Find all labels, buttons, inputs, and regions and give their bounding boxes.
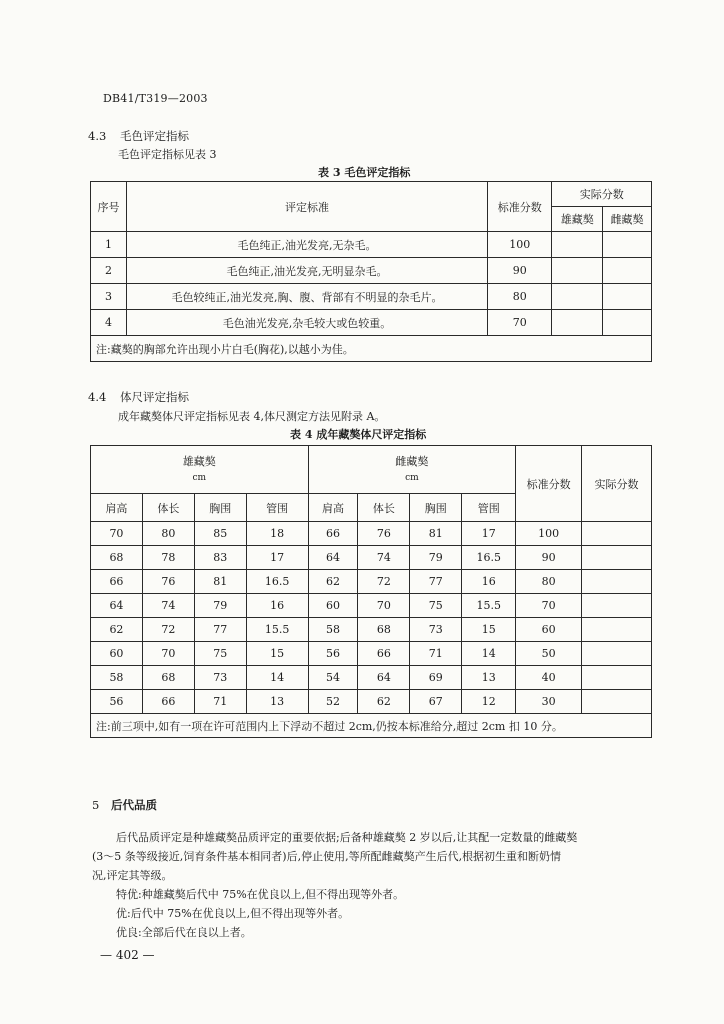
table-cell: 74 (142, 594, 194, 618)
header-shoulder-height: 肩高 (91, 494, 143, 522)
table-row (91, 618, 652, 642)
header-chest-girth: 胸围 (194, 494, 246, 522)
table-row (91, 690, 652, 714)
table-cell: 100 (516, 522, 582, 546)
table-cell: 70 (516, 594, 582, 618)
table-cell: 75 (194, 642, 246, 666)
grade-line: 优:后代中 75%在优良以上,但不得出现等外者。 (116, 907, 350, 920)
table-cell: 64 (91, 594, 143, 618)
table-cell: 68 (91, 546, 143, 570)
cell-seq: 3 (91, 284, 127, 310)
table-cell: 76 (142, 570, 194, 594)
table-cell: 14 (246, 666, 308, 690)
table-cell: 74 (358, 546, 410, 570)
section-4-4-intro: 成年藏獒体尺评定指标见表 4,体尺测定方法见附录 A。 (118, 410, 386, 423)
table-3-caption: 表 3 毛色评定指标 (318, 166, 411, 179)
grade-line: 优良:全部后代在良以上者。 (116, 926, 252, 939)
table-cell: 68 (142, 666, 194, 690)
cell-score: 70 (488, 310, 552, 336)
header-criterion: 评定标准 (126, 182, 487, 232)
table-row (91, 642, 652, 666)
table-cell: 40 (516, 666, 582, 690)
section-4-3-heading (88, 128, 189, 144)
cell-criterion: 毛色较纯正,油光发亮,胸、腹、背部有不明显的杂毛片。 (126, 284, 487, 310)
table-row (91, 570, 652, 594)
table-4-note: 注:前三项中,如有一项在许可范围内上下浮动不超过 2cm,仍按本标准给分,超过 2cm 扣 10 分。 (91, 714, 652, 738)
header-seq: 序号 (91, 182, 127, 232)
table-cell: 76 (358, 522, 410, 546)
table-cell: 60 (91, 642, 143, 666)
actual-score-cell (582, 690, 652, 714)
actual-score-cell (582, 594, 652, 618)
table-cell: 73 (410, 618, 462, 642)
header-shoulder-height: 肩高 (308, 494, 358, 522)
table-row (91, 546, 652, 570)
table-cell: 66 (91, 570, 143, 594)
section-4-4-heading (88, 389, 189, 405)
table-cell: 70 (358, 594, 410, 618)
table-cell: 70 (91, 522, 143, 546)
table-cell: 64 (308, 546, 358, 570)
actual-score-cell (582, 546, 652, 570)
section-5-heading (92, 797, 157, 813)
cell-seq: 4 (91, 310, 127, 336)
table-cell: 67 (410, 690, 462, 714)
header-standard-score: 标准分数 (488, 182, 552, 232)
cell-criterion: 毛色油光发亮,杂毛较大或色较重。 (126, 310, 487, 336)
table-cell: 72 (142, 618, 194, 642)
section-title: 体尺评定指标 (119, 390, 189, 404)
cell-score: 90 (488, 258, 552, 284)
cell-seq: 2 (91, 258, 127, 284)
table-cell: 30 (516, 690, 582, 714)
table-cell: 79 (410, 546, 462, 570)
header-male-group (91, 446, 309, 494)
section-number: 5 (92, 798, 100, 812)
table-row (91, 522, 652, 546)
table-cell: 54 (308, 666, 358, 690)
table-cell: 62 (91, 618, 143, 642)
table-cell: 78 (142, 546, 194, 570)
table-cell: 16 (462, 570, 516, 594)
header-cannon-girth: 管围 (246, 494, 308, 522)
table-row (91, 232, 652, 258)
table-cell: 16 (246, 594, 308, 618)
table-cell: 56 (91, 690, 143, 714)
table-cell: 66 (308, 522, 358, 546)
table-cell: 15.5 (246, 618, 308, 642)
section-title: 毛色评定指标 (119, 129, 189, 143)
section-title: 后代品质 (110, 798, 157, 812)
unit-cm: cm (192, 472, 207, 483)
table-4-body-size (90, 445, 652, 738)
table-cell: 50 (516, 642, 582, 666)
table-cell: 83 (194, 546, 246, 570)
table-row (91, 258, 652, 284)
table-cell: 12 (462, 690, 516, 714)
cell-score: 100 (488, 232, 552, 258)
header-male: 雄藏獒 (182, 454, 216, 468)
table-cell: 60 (308, 594, 358, 618)
table-cell: 72 (358, 570, 410, 594)
table-3-coat-color (90, 181, 652, 362)
table-cell: 68 (358, 618, 410, 642)
table-cell: 69 (410, 666, 462, 690)
cell-criterion: 毛色纯正,油光发亮,无杂毛。 (126, 232, 487, 258)
header-actual-score: 实际分数 (582, 446, 652, 522)
cell-score: 80 (488, 284, 552, 310)
table-row (91, 666, 652, 690)
table-cell: 66 (358, 642, 410, 666)
header-chest-girth: 胸围 (410, 494, 462, 522)
table-cell: 81 (194, 570, 246, 594)
section-number: 4.4 (88, 390, 107, 404)
table-cell: 15 (246, 642, 308, 666)
table-cell: 18 (246, 522, 308, 546)
table-cell: 90 (516, 546, 582, 570)
table-row (91, 310, 652, 336)
section-4-3-intro: 毛色评定指标见表 3 (118, 148, 217, 161)
table-cell: 75 (410, 594, 462, 618)
unit-cm: cm (405, 472, 419, 483)
header-female-group (308, 446, 516, 494)
table-cell: 16.5 (246, 570, 308, 594)
table-cell: 71 (410, 642, 462, 666)
table-3-note: 注:藏獒的胸部允许出现小片白毛(胸花),以越小为佳。 (91, 336, 652, 362)
table-cell: 17 (246, 546, 308, 570)
table-cell: 62 (358, 690, 410, 714)
body-line: 后代品质评定是种雄藏獒品质评定的重要依据;后备种雄藏獒 2 岁以后,让其配一定数量的雌藏獒 (116, 831, 578, 844)
actual-score-cell (582, 522, 652, 546)
table-cell: 16.5 (462, 546, 516, 570)
table-4-caption: 表 4 成年藏獒体尺评定指标 (290, 428, 427, 441)
actual-score-cell (582, 642, 652, 666)
table-cell: 66 (142, 690, 194, 714)
header-actual-score: 实际分数 (552, 182, 652, 207)
table-cell: 62 (308, 570, 358, 594)
actual-score-cell (582, 570, 652, 594)
header-female: 雌藏獒 (603, 207, 652, 232)
table-cell: 13 (246, 690, 308, 714)
cell-criterion: 毛色纯正,油光发亮,无明显杂毛。 (126, 258, 487, 284)
table-row (91, 594, 652, 618)
table-cell: 79 (194, 594, 246, 618)
table-cell: 15.5 (462, 594, 516, 618)
grade-line: 特优:种雄藏獒后代中 75%在优良以上,但不得出现等外者。 (116, 888, 405, 901)
page-number: — 402 — (100, 948, 155, 962)
table-cell: 17 (462, 522, 516, 546)
actual-score-cell (582, 666, 652, 690)
section-5-body (92, 828, 652, 942)
header-body-length: 体长 (142, 494, 194, 522)
body-line: 况,评定其等级。 (92, 869, 173, 882)
table-cell: 81 (410, 522, 462, 546)
table-cell: 58 (91, 666, 143, 690)
header-male: 雄藏獒 (552, 207, 603, 232)
table-cell: 80 (142, 522, 194, 546)
table-cell: 13 (462, 666, 516, 690)
table-cell: 80 (516, 570, 582, 594)
body-line: (3～5 条等级接近,饲育条件基本相同者)后,停止使用,等所配雌藏獒产生后代,根据初生重和断奶情 (92, 850, 562, 863)
header-standard-score: 标准分数 (516, 446, 582, 522)
cell-seq: 1 (91, 232, 127, 258)
header-female: 雌藏獒 (395, 454, 429, 468)
table-cell: 58 (308, 618, 358, 642)
header-body-length: 体长 (358, 494, 410, 522)
table-cell: 73 (194, 666, 246, 690)
table-4-body (91, 522, 652, 714)
table-cell: 71 (194, 690, 246, 714)
table-cell: 60 (516, 618, 582, 642)
table-cell: 77 (194, 618, 246, 642)
table-cell: 56 (308, 642, 358, 666)
table-cell: 85 (194, 522, 246, 546)
table-cell: 52 (308, 690, 358, 714)
table-cell: 15 (462, 618, 516, 642)
header-cannon-girth: 管围 (462, 494, 516, 522)
table-cell: 64 (358, 666, 410, 690)
actual-score-cell (582, 618, 652, 642)
document-id: DB41/T319—2003 (103, 92, 208, 105)
section-number: 4.3 (88, 129, 107, 143)
table-cell: 77 (410, 570, 462, 594)
table-cell: 70 (142, 642, 194, 666)
table-row (91, 284, 652, 310)
table-cell: 14 (462, 642, 516, 666)
